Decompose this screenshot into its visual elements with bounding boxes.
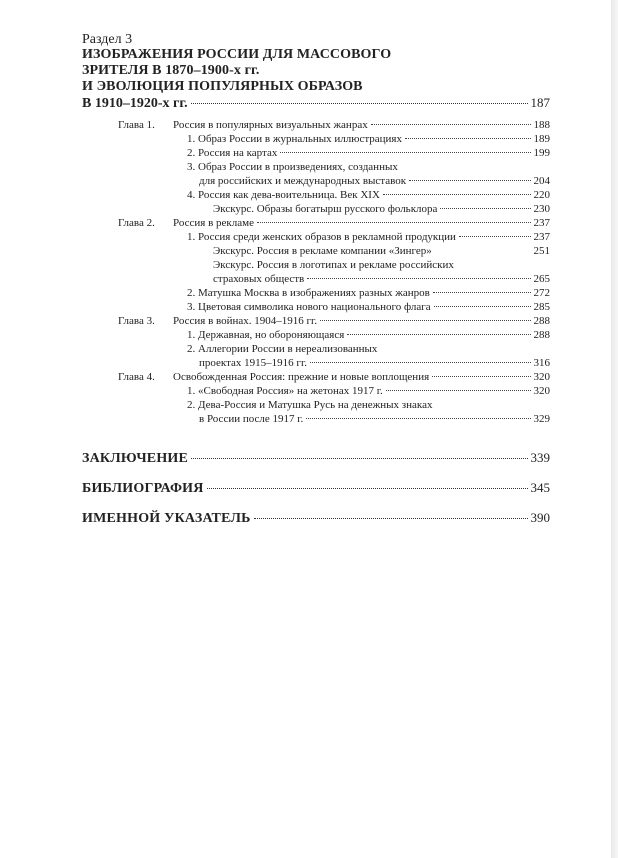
section-row[interactable] — [173, 342, 550, 356]
part-title-line: ИЗОБРАЖЕНИЯ РОССИИ ДЛЯ МАССОВОГО — [82, 47, 392, 62]
section-title: 2. Матушка Москва в изображениях разных жанров — [187, 287, 430, 299]
excursus-row-continued[interactable] — [173, 272, 550, 286]
page-number: 265 — [533, 273, 550, 285]
leader-dots — [320, 320, 530, 321]
section-title: 1. «Свободная Россия» на жетонах 1917 г. — [187, 385, 383, 397]
page-number: 316 — [533, 357, 550, 369]
leader-dots — [307, 278, 530, 279]
leader-dots — [257, 222, 531, 223]
page-number: 204 — [533, 175, 550, 187]
leader-dots — [207, 488, 528, 489]
page-number: 288 — [533, 329, 550, 341]
leader-dots — [433, 292, 531, 293]
chapter-title-row[interactable] — [173, 314, 550, 328]
section-row[interactable] — [173, 230, 550, 244]
leader-dots — [280, 152, 530, 153]
page-number: 390 — [530, 510, 550, 525]
section-title: 3. Цветовая символика нового национального флага — [187, 301, 431, 313]
section-row[interactable] — [173, 146, 550, 160]
page-number: 199 — [533, 147, 550, 159]
page-number: 329 — [533, 413, 550, 425]
backmatter-title: БИБЛИОГРАФИЯ — [82, 481, 204, 496]
page-number: 237 — [533, 217, 550, 229]
chapter-3 — [82, 314, 550, 370]
page-number: 189 — [533, 133, 550, 145]
excursus-title: Экскурс. Россия в логотипах и рекламе российских — [213, 259, 454, 271]
leader-dots — [254, 518, 528, 519]
leader-dots — [440, 208, 530, 209]
leader-dots — [310, 362, 531, 363]
page-number: 251 — [533, 245, 550, 257]
excursus-row[interactable] — [173, 202, 550, 216]
leader-dots — [191, 103, 528, 104]
chapter-title-row[interactable] — [173, 216, 550, 230]
chapter-1 — [82, 118, 550, 216]
page-number: 320 — [533, 385, 550, 397]
backmatter-conclusion[interactable] — [82, 450, 550, 467]
chapter-label: Глава 2. — [118, 217, 155, 229]
section-row[interactable] — [173, 328, 550, 342]
page-number: 288 — [533, 315, 550, 327]
chapter-title: Освобожденная Россия: прежние и новые воплощения — [173, 371, 430, 383]
page-number: 220 — [533, 189, 550, 201]
chapter-4 — [82, 370, 550, 426]
section-row[interactable] — [173, 286, 550, 300]
leader-dots — [371, 124, 531, 125]
excursus-title: Экскурс. Образы богатырш русского фольклора — [213, 203, 438, 215]
section-title: 1. Державная, но обороняющаяся — [187, 329, 345, 341]
chapter-title-row[interactable] — [173, 118, 550, 132]
section-title-part: созданных — [348, 161, 398, 173]
chapter-body — [173, 118, 550, 216]
leader-dots — [434, 306, 531, 307]
section-title: 2. Дева-Россия и Матушка Русь на денежных знаках — [187, 399, 433, 411]
backmatter-title: ЗАКЛЮЧЕНИЕ — [82, 451, 189, 466]
excursus-title-cont: страховых обществ — [213, 273, 305, 285]
leader-dots — [383, 194, 531, 195]
section-row[interactable] — [173, 384, 550, 398]
excursus-title: Экскурс. Россия в рекламе компании «Зингер» — [213, 245, 432, 257]
chapter-title: Россия в войнах. 1904–1916 гг. — [173, 315, 318, 327]
part-title-line: В 1910–1920-х гг. — [82, 96, 188, 111]
section-title — [187, 160, 398, 174]
toc-content — [82, 32, 550, 540]
section-title-part: 3. Образ России в произведениях, — [187, 161, 346, 173]
leader-dots — [347, 334, 530, 335]
page-number: 285 — [533, 301, 550, 313]
section-row[interactable] — [173, 132, 550, 146]
page-number: 320 — [533, 371, 550, 383]
part-title-last-row[interactable] — [82, 95, 550, 112]
chapter-body — [173, 216, 550, 314]
leader-dots — [432, 376, 530, 377]
section-row[interactable] — [173, 398, 550, 412]
leader-dots — [405, 138, 531, 139]
chapter-body — [173, 314, 550, 370]
section-row-continued[interactable] — [173, 174, 550, 188]
section-title: 2. Россия на картах — [187, 147, 278, 159]
leader-dots — [409, 180, 530, 181]
excursus-row[interactable] — [173, 258, 550, 272]
section-title-cont: для российских и международных выставок — [199, 175, 407, 187]
page-number: 188 — [533, 119, 550, 131]
backmatter-title: ИМЕННОЙ УКАЗАТЕЛЬ — [82, 511, 251, 526]
part-title-line: ЗРИТЕЛЯ В 1870–1900-х гг. — [82, 63, 260, 78]
chapter-2 — [82, 216, 550, 314]
page-edge — [611, 0, 618, 858]
backmatter-name-index[interactable] — [82, 510, 550, 527]
page-number: 230 — [533, 203, 550, 215]
leader-dots — [306, 418, 530, 419]
section-title: 1. Россия среди женских образов в рекламной продукции — [187, 231, 456, 243]
excursus-row[interactable] — [173, 244, 550, 258]
part-label: Раздел 3 — [82, 32, 133, 47]
chapter-title: Россия в рекламе — [173, 217, 254, 229]
chapter-label: Глава 4. — [118, 371, 155, 383]
chapter-title: Россия в популярных визуальных жанрах — [173, 119, 368, 131]
section-row[interactable] — [173, 160, 550, 174]
leader-dots — [386, 390, 531, 391]
part-title-line: И ЭВОЛЮЦИЯ ПОПУЛЯРНЫХ ОБРАЗОВ — [82, 79, 363, 94]
section-title: 2. Аллегории России в нереализованных — [187, 343, 378, 355]
backmatter-list — [82, 450, 550, 527]
backmatter-bibliography[interactable] — [82, 480, 550, 497]
section-title: 4. Россия как дева-воительница. Век XIX — [187, 189, 380, 201]
section-row[interactable] — [173, 188, 550, 202]
leader-dots — [191, 458, 527, 459]
section-title-cont: проектах 1915–1916 гг. — [199, 357, 307, 369]
chapter-label: Глава 1. — [118, 119, 155, 131]
chapter-label: Глава 3. — [118, 315, 155, 327]
leader-dots — [459, 236, 531, 237]
page-number: 345 — [530, 480, 550, 495]
chapter-list — [82, 118, 550, 426]
page-number: 237 — [533, 231, 550, 243]
chapter-title-row[interactable] — [173, 370, 550, 384]
page-number: 272 — [533, 287, 550, 299]
section-title-cont: в России после 1917 г. — [199, 413, 304, 425]
section-row[interactable] — [173, 300, 550, 314]
section-row-continued[interactable] — [173, 356, 550, 370]
page-number: 187 — [530, 95, 550, 110]
page-number: 339 — [530, 450, 550, 465]
section-row-continued[interactable] — [173, 412, 550, 426]
chapter-body — [173, 370, 550, 426]
section-title: 1. Образ России в журнальных иллюстрациях — [187, 133, 402, 145]
